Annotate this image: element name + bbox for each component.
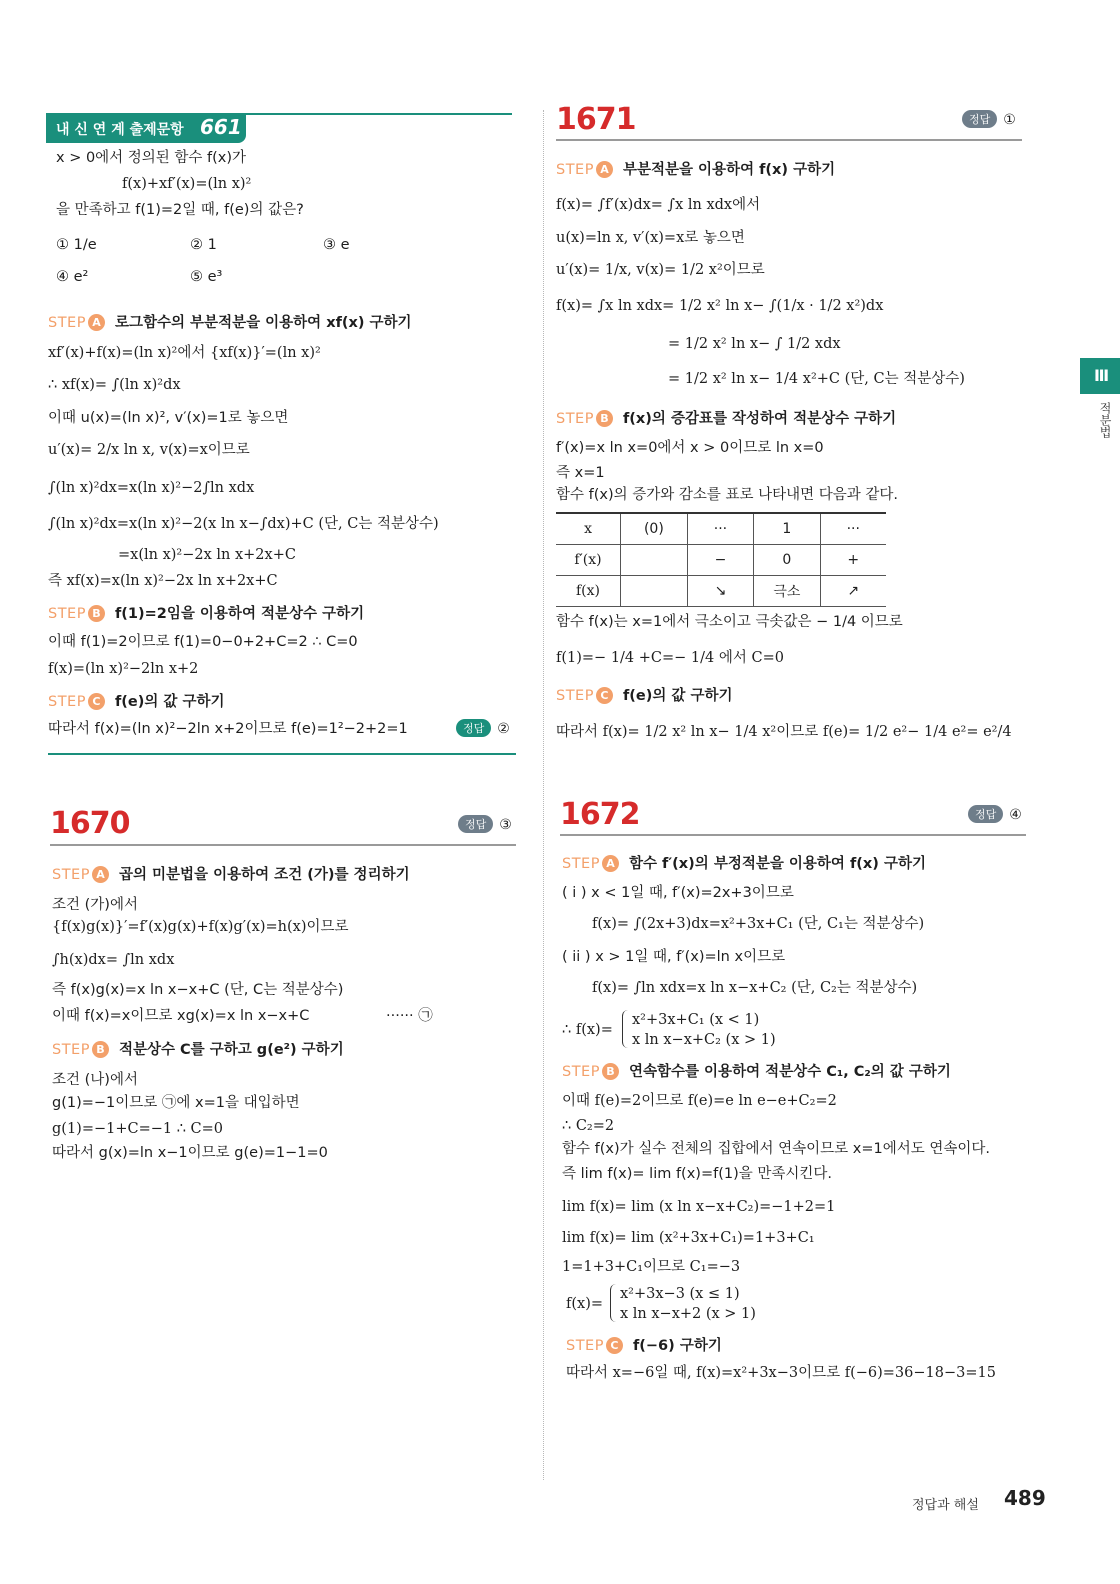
chapter-side-label: 적분법	[1098, 402, 1112, 438]
p1671-line: 함수 f(x)는 x=1에서 극소이고 극솟값은 − 1/4 이므로	[556, 614, 903, 630]
p1672-line: 이때 f(e)=2이므로 f(e)=e ln e−e+C₂=2	[562, 1093, 837, 1109]
table-cell: ↘	[687, 576, 753, 607]
problem-rule	[560, 834, 1026, 836]
p1672-line: lim f(x)= lim (x ln x−x+C₂)=−1+2=1	[562, 1199, 836, 1215]
p1671-step-b	[556, 409, 896, 429]
sol661-line: ∴ xf(x)= ∫(ln x)²dx	[48, 377, 181, 393]
sol661-line: ∫(ln x)²dx=x(ln x)²−2∫ln xdx	[48, 480, 255, 496]
sol661-line: 이때 u(x)=(ln x)², v′(x)=1로 놓으면	[48, 410, 289, 426]
table-cell	[621, 576, 688, 607]
sol661-line: 즉 xf(x)=x(ln x)²−2x ln x+2x+C	[48, 573, 278, 589]
sol661-line: 이때 f(1)=2이므로 f(1)=0−0+2+C=2 ∴ C=0	[48, 634, 358, 650]
choice-4: ④ e²	[56, 269, 89, 285]
table-cell: f(x)	[556, 576, 621, 607]
sol661-line: 따라서 f(x)=(ln x)²−2ln x+2이므로 f(e)=1²−2+2=1	[48, 721, 408, 737]
p1670-line: ∫h(x)dx= ∫ln xdx	[52, 952, 175, 968]
p1671-line: f(x)= ∫f′(x)dx= ∫x ln xdx에서	[556, 197, 761, 213]
p1670-answer	[458, 815, 512, 833]
p1672-line: f(x)= ∫(2x+3)dx=x²+3x+C₁ (단, C₁는 적분상수)	[592, 916, 925, 932]
p1672-line: 즉 lim f(x)= lim f(x)=f(1)을 만족시킨다.	[562, 1166, 833, 1182]
step-title: f(e)의 값 구하기	[114, 694, 225, 710]
chapter-tab	[1080, 358, 1120, 394]
p1672-step-c	[566, 1336, 722, 1356]
p1671-step-a	[556, 160, 835, 180]
step-title: 곱의 미분법을 이용하여 조건 (가)를 정리하기	[118, 867, 410, 883]
sol661-line: f(x)=(ln x)²−2ln x+2	[48, 661, 199, 677]
p1670-line: 조건 (가)에서	[52, 897, 138, 913]
p1670-line: g(1)=−1이므로 ㉠에 x=1을 대입하면	[52, 1095, 300, 1111]
answer-value: ④	[1009, 807, 1022, 823]
answer-tag: 정답	[962, 110, 997, 128]
p1671-line: f(1)=− 1/4 +C=− 1/4 에서 C=0	[556, 650, 784, 666]
step-badge: C	[88, 693, 105, 710]
answer-value: ①	[1003, 112, 1016, 128]
p1671-answer	[962, 110, 1016, 128]
table-cell	[621, 545, 688, 576]
piecewise-brace	[622, 1010, 629, 1048]
p1672-answer	[968, 805, 1022, 823]
problem-number: 1672	[560, 797, 640, 832]
p1670-step-a	[52, 865, 410, 885]
table-row	[556, 576, 886, 607]
p1671-line: = 1/2 x² ln x− ∫ 1/2 xdx	[668, 336, 841, 352]
p1671-line: u′(x)= 1/x, v(x)= 1/2 x²이므로	[556, 262, 765, 278]
step-badge: B	[602, 1063, 619, 1080]
banner	[46, 113, 246, 143]
sol661-step-a	[48, 313, 412, 333]
section-rule	[48, 753, 516, 755]
p1670-step-b	[52, 1040, 344, 1060]
step-label: STEP	[48, 315, 86, 331]
step-badge: C	[596, 687, 613, 704]
p1672-line: ∴ C₂=2	[562, 1118, 615, 1134]
step-title: f(x)의 증감표를 작성하여 적분상수 구하기	[622, 411, 897, 427]
sol661-line: u′(x)= 2/x ln x, v(x)=x이므로	[48, 442, 250, 458]
chapter-tab-label: Ⅲ	[1094, 366, 1110, 385]
p1671-line: f′(x)=x ln x=0에서 x > 0이므로 ln x=0	[556, 440, 824, 456]
table-cell: 극소	[754, 576, 820, 607]
p1672-step-a	[562, 854, 926, 874]
choice-5: ⑤ e³	[190, 269, 223, 285]
step-badge: C	[606, 1337, 623, 1354]
step-label: STEP	[562, 1064, 600, 1080]
p1672-line: x ln x−x+C₂ (x > 1)	[632, 1032, 776, 1048]
choice-2: ② 1	[190, 237, 217, 253]
column-divider	[543, 110, 544, 1480]
step-badge: A	[602, 855, 619, 872]
answer-tag: 정답	[458, 815, 493, 833]
step-title: 로그함수의 부분적분을 이용하여 xf(x) 구하기	[114, 315, 412, 331]
sol661-step-c	[48, 692, 225, 712]
p1672-line: 따라서 x=−6일 때, f(x)=x²+3x−3이므로 f(−6)=36−18−3=15	[566, 1365, 996, 1381]
table-cell: ···	[820, 513, 886, 545]
step-title: 부분적분을 이용하여 f(x) 구하기	[622, 162, 836, 178]
step-title: 함수 f′(x)의 부정적분을 이용하여 f(x) 구하기	[628, 856, 926, 872]
footer-label: 정답과 해설	[912, 1498, 979, 1513]
step-title: 적분상수 C를 구하고 g(e²) 구하기	[118, 1042, 344, 1058]
answer-value: ③	[499, 817, 512, 833]
table-cell: 0	[754, 545, 820, 576]
p1670-line: 따라서 g(x)=ln x−1이므로 g(e)=1−1=0	[52, 1145, 328, 1161]
p1672-line: lim f(x)= lim (x²+3x+C₁)=1+3+C₁	[562, 1230, 815, 1246]
step-badge: B	[88, 605, 105, 622]
p1671-line: = 1/2 x² ln x− 1/4 x²+C (단, C는 적분상수)	[668, 371, 965, 387]
step-title: f(−6) 구하기	[632, 1338, 722, 1354]
table-cell: ↗	[820, 576, 886, 607]
p1671-line: 따라서 f(x)= 1/2 x² ln x− 1/4 x²이므로 f(e)= 1/2 e²− 1/4 e²= e²/4	[556, 724, 1012, 740]
table-cell: ···	[687, 513, 753, 545]
p1671-line: 함수 f(x)의 증가와 감소를 표로 나타내면 다음과 같다.	[556, 487, 899, 503]
p1670-line: 조건 (나)에서	[52, 1072, 138, 1088]
step-badge: A	[92, 866, 109, 883]
step-label: STEP	[556, 162, 594, 178]
answer-tag: 정답	[456, 719, 491, 737]
problem-line-1: x > 0에서 정의된 함수 f(x)가	[56, 150, 247, 166]
sol661-line: xf′(x)+f(x)=(ln x)²에서 {xf(x)}′=(ln x)²	[48, 345, 321, 361]
increase-decrease-table	[556, 512, 886, 607]
problem-number: 1671	[556, 102, 636, 137]
table-cell: x	[556, 513, 621, 545]
step-label: STEP	[52, 867, 90, 883]
problem-rule	[50, 844, 516, 846]
step-title: f(1)=2임을 이용하여 적분상수 구하기	[114, 606, 365, 622]
step-label: STEP	[556, 688, 594, 704]
p1672-line: ( i ) x < 1일 때, f′(x)=2x+3이므로	[562, 885, 794, 901]
p1672-line: x²+3x−3 (x ≤ 1)	[620, 1286, 740, 1302]
sol661-answer	[456, 719, 510, 737]
p1670-mark: ······ ㉠	[386, 1008, 433, 1024]
problem-line-3: 을 만족하고 f(1)=2일 때, f(e)의 값은?	[56, 202, 304, 218]
choice-1: ① 1/e	[56, 237, 97, 253]
table-cell: 1	[754, 513, 820, 545]
step-label: STEP	[52, 1042, 90, 1058]
problem-rule	[556, 139, 1022, 141]
answer-value: ②	[497, 721, 510, 737]
sol661-line: =x(ln x)²−2x ln x+2x+C	[118, 547, 296, 563]
p1672-line: f(x)= ∫ln xdx=x ln x−x+C₂ (단, C₂는 적분상수)	[592, 980, 918, 996]
page-number: 489	[1004, 1486, 1046, 1510]
step-label: STEP	[556, 411, 594, 427]
p1672-line: x²+3x+C₁ (x < 1)	[632, 1012, 760, 1028]
p1671-step-c	[556, 686, 733, 706]
step-badge: A	[596, 161, 613, 178]
p1672-line: 1=1+3+C₁이므로 C₁=−3	[562, 1259, 741, 1275]
table-cell: f′(x)	[556, 545, 621, 576]
banner-number: 661	[200, 115, 242, 139]
p1672-line: 함수 f(x)가 실수 전체의 집합에서 연속이므로 x=1에서도 연속이다.	[562, 1141, 990, 1157]
step-title: 연속함수를 이용하여 적분상수 C₁, C₂의 값 구하기	[628, 1064, 951, 1080]
step-title: f(e)의 값 구하기	[622, 688, 733, 704]
step-badge: B	[92, 1041, 109, 1058]
p1671-line: 즉 x=1	[556, 465, 605, 481]
table-row	[556, 513, 886, 545]
step-label: STEP	[566, 1338, 604, 1354]
table-row	[556, 545, 886, 576]
step-label: STEP	[48, 694, 86, 710]
problem-equation: f(x)+xf′(x)=(ln x)²	[122, 176, 252, 192]
p1671-line: u(x)=ln x, v′(x)=x로 놓으면	[556, 230, 745, 246]
p1672-step-b	[562, 1062, 951, 1082]
p1672-line: ∴ f(x)=	[562, 1022, 613, 1038]
step-badge: B	[596, 410, 613, 427]
table-cell: +	[820, 545, 886, 576]
banner-label: 내 신 연 계 출제문항	[56, 122, 184, 138]
piecewise-brace	[610, 1284, 617, 1322]
step-badge: A	[88, 314, 105, 331]
choice-3: ③ e	[323, 237, 350, 253]
p1671-line: f(x)= ∫x ln xdx= 1/2 x² ln x− ∫(1/x · 1/2 x²)dx	[556, 298, 884, 314]
table-cell: −	[687, 545, 753, 576]
p1672-line: f(x)=	[566, 1296, 604, 1312]
sol661-line: ∫(ln x)²dx=x(ln x)²−2(x ln x−∫dx)+C (단, C는 적분상수)	[48, 516, 439, 532]
answer-tag: 정답	[968, 805, 1003, 823]
p1672-line: ( ii ) x > 1일 때, f′(x)=ln x이므로	[562, 949, 786, 965]
p1672-line: x ln x−x+2 (x > 1)	[620, 1306, 756, 1322]
problem-number: 1670	[50, 806, 130, 841]
p1670-line: {f(x)g(x)}′=f′(x)g(x)+f(x)g′(x)=h(x)이므로	[52, 919, 349, 935]
sol661-step-b	[48, 604, 364, 624]
step-label: STEP	[562, 856, 600, 872]
p1670-line: 이때 f(x)=x이므로 xg(x)=x ln x−x+C	[52, 1008, 310, 1024]
step-label: STEP	[48, 606, 86, 622]
p1670-line: g(1)=−1+C=−1 ∴ C=0	[52, 1121, 224, 1137]
p1670-line: 즉 f(x)g(x)=x ln x−x+C (단, C는 적분상수)	[52, 982, 344, 998]
table-cell: (0)	[621, 513, 688, 545]
banner-rule	[246, 113, 512, 115]
